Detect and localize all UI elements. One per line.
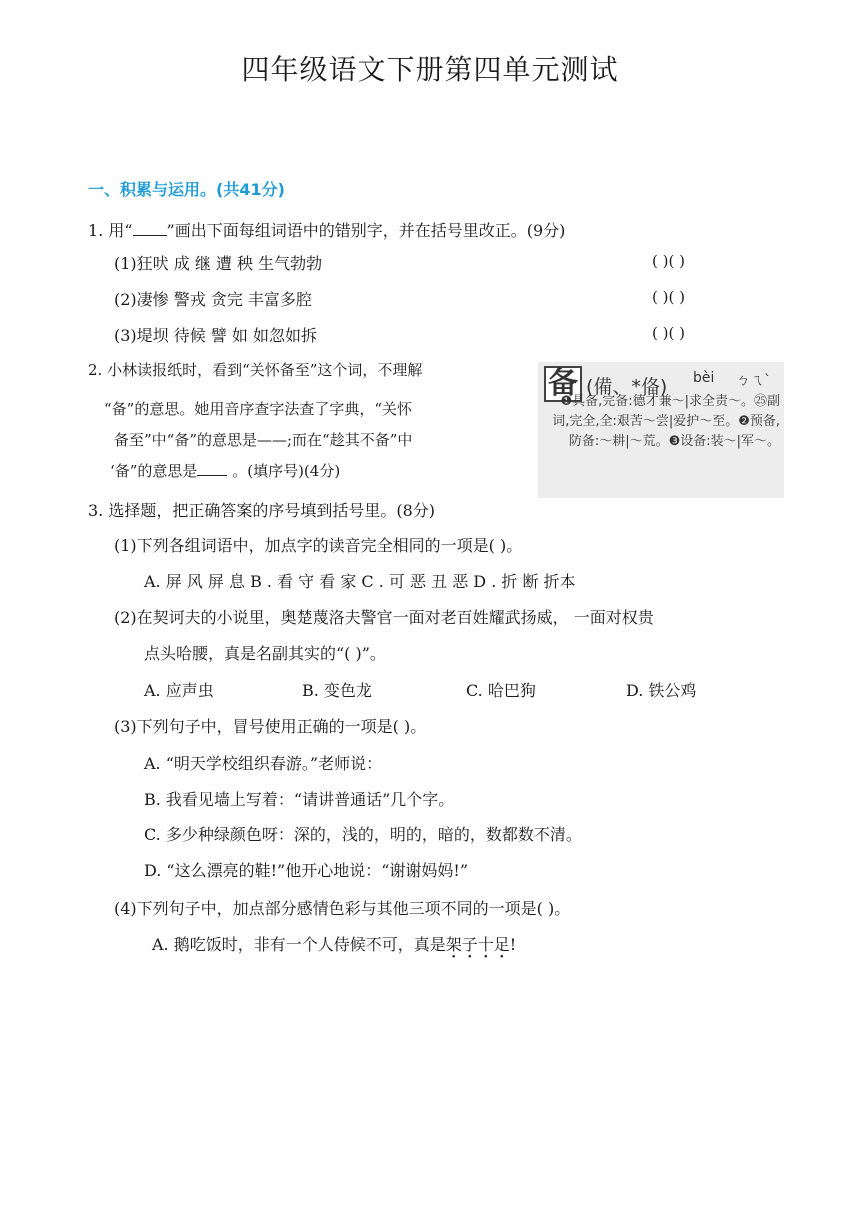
dictionary-entry-image [538,362,784,498]
q3-sub-2-option-d[interactable]: D. 铁公鸡 [626,681,697,700]
section-heading: 一、积累与运用。(共41分) [88,180,285,199]
q1-row-1-answer[interactable]: ( )( ) [652,252,685,270]
q1-prefix: 1. 用“ [88,221,133,240]
q2-line-1: 2. 小林读报纸时，看到“关怀备至”这个词，不理解 [88,361,423,379]
q2-line-4 [110,460,340,481]
q1-stem [88,218,565,241]
q2-line-4-end: 。(填序号)(4分) [232,462,341,480]
q3-sub-4-option-a-end: ! [509,935,517,954]
q1-row-3: (3)堤坝 待候 譬 如 如忽如拆 [114,326,318,345]
dictionary-character: 备 [544,366,582,402]
dictionary-variants: (備、*俻) [586,376,668,398]
q3-sub-3-option-a[interactable]: A. “明天学校组织春游。”老师说： [144,754,383,773]
q3-stem: 3. 选择题，把正确答案的序号填到括号里。(8分) [88,501,436,520]
emphasis-char: 架 [445,935,462,954]
q3-sub-2-option-a[interactable]: A. 应声虫 [144,681,214,700]
dictionary-pinyin: bèi [693,370,715,386]
q1-row-1: (1)狂吠 成 继 遭 秧 生气勃勃 [114,254,323,273]
q3-sub-1-options: A. 屏 风 屏 息 B . 看 守 看 家 C . 可 恶 丑 恶 D . 折 断 折本 [144,572,576,591]
q2-line-3: 备至”中“备”的意思是——;而在“趁其不备”中 [114,431,413,449]
q3-sub-4-option-a[interactable] [152,932,516,955]
emphasis-char: 足 [493,935,510,954]
dictionary-definition: ❶具备,完备:德才兼～|求全责～。㉕副词,完全,全:艰苦～尝|爱护～至。❷预备,防备:～耕|～荒。❸设备:装～|军～。 [552,394,780,449]
q3-sub-3-option-c[interactable]: C. 多少种绿颜色呀：深的，浅的，明的，暗的，数都数不清。 [144,825,582,844]
q3-sub-2-option-c[interactable]: C. 哈巴狗 [466,681,536,700]
page-title: 四年级语文下册第四单元测试 [241,53,619,86]
q3-sub-1: (1)下列各组词语中，加点字的读音完全相同的一项是( )。 [114,536,523,555]
q3-sub-4-option-a-text: A. 鹅吃饭时，非有一个人侍候不可，真是 [152,935,446,954]
q3-sub-3-option-b[interactable]: B. 我看见墙上写着：“请讲普通话”几个字。 [144,790,455,809]
q1-row-2: (2)凄惨 警戎 贪完 丰富多腔 [114,290,312,309]
dictionary-zhuyin: ㄅㄟˋ [736,373,771,389]
q2-blank [197,465,227,476]
q3-sub-2-line-2: 点头哈腰，真是名副其实的“( )”。 [144,644,386,663]
emphasis-char: 十 [477,935,494,954]
emphasis-char: 子 [461,935,478,954]
q1-row-3-answer[interactable]: ( )( ) [652,324,685,342]
q3-sub-2-line-1: (2)在契诃夫的小说里，奥楚蔑洛夫警官一面对老百姓耀武扬威， 一面对权贵 [114,608,654,627]
q1-row-2-answer[interactable]: ( )( ) [652,288,685,306]
q3-sub-3-option-d[interactable]: D. “这么漂亮的鞋!”他开心地说：“谢谢妈妈!” [144,861,469,880]
q2-line-4-text: ‘备”的意思是 [110,462,198,480]
q2-line-2: “备”的意思。她用音序查字法查了字典，“关怀 [104,400,413,418]
q1-blank [133,221,167,236]
q1-suffix: ”画出下面每组词语中的错别字，并在括号里改正。(9分) [166,221,566,240]
q3-sub-3: (3)下列句子中，冒号使用正确的一项是( )。 [114,717,427,736]
q3-sub-2-option-b[interactable]: B. 变色龙 [302,681,372,700]
q3-sub-4: (4)下列句子中，加点部分感情色彩与其他三项不同的一项是( )。 [114,899,571,918]
